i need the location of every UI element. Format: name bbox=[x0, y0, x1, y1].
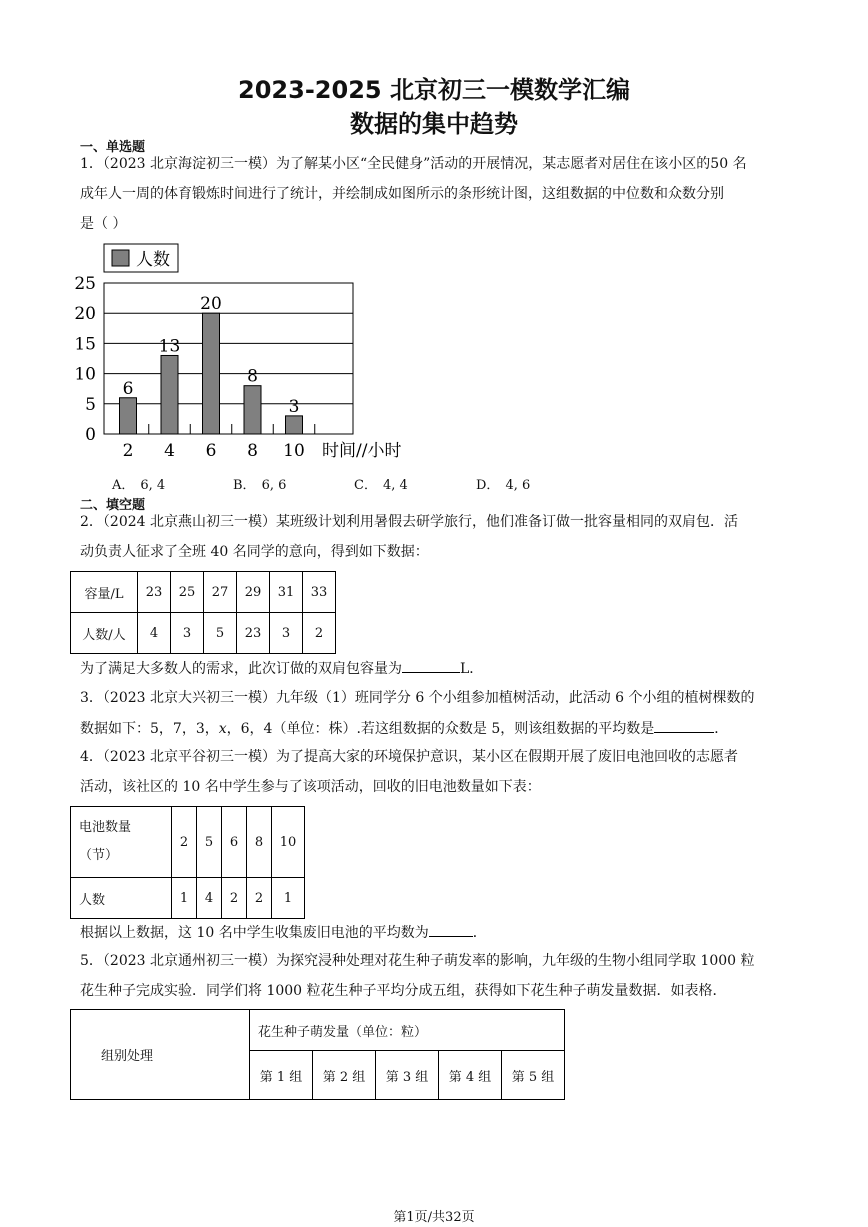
q1-option-d: D． 4, 6 bbox=[476, 478, 531, 493]
q2-table-cell: 4 bbox=[138, 613, 171, 654]
q5-table-corner: 组别处理 bbox=[71, 1010, 250, 1100]
chart-y-tick-label: 15 bbox=[74, 334, 96, 355]
q4-answer-blank[interactable] bbox=[429, 922, 473, 937]
q1-line3: 是（ ） bbox=[80, 216, 127, 232]
q2-line1: 2．（2024 北京燕山初三一模）某班级计划利用暑假去研学旅行，他们准备订做一批容量相同的双肩包．活 bbox=[80, 514, 738, 530]
q4-table-header-count: 人数 bbox=[71, 878, 172, 919]
q2-table-cell: 29 bbox=[237, 572, 270, 613]
q2-table-cell: 3 bbox=[171, 613, 204, 654]
q5-table-group-header: 第 5 组 bbox=[502, 1051, 565, 1100]
q1-line2: 成年人一周的体育锻炼时间进行了统计，并绘制成如图所示的条形统计图，这组数据的中位数和众数分别 bbox=[80, 186, 724, 202]
q2-table-cell: 5 bbox=[204, 613, 237, 654]
q4-table-cell: 6 bbox=[222, 807, 247, 878]
section-heading-fill-blank: 二、填空题 bbox=[80, 498, 146, 513]
q2-table-cell: 3 bbox=[270, 613, 303, 654]
q3-answer-blank[interactable] bbox=[654, 718, 714, 733]
chart-data-label: 20 bbox=[200, 294, 222, 315]
q5-table-top-header: 花生种子萌发量（单位：粒） bbox=[250, 1010, 565, 1051]
chart-y-tick-label: 5 bbox=[85, 394, 96, 415]
q2-table-header-count: 人数/人 bbox=[71, 613, 138, 654]
q1-option-c: C． 4, 4 bbox=[354, 478, 408, 493]
q4-answer-line: 根据以上数据，这 10 名中学生收集废旧电池的平均数为 ． bbox=[80, 922, 487, 943]
chart-bar bbox=[120, 398, 137, 434]
page-number: 第1页/共32页 bbox=[393, 1210, 475, 1225]
chart-data-label: 8 bbox=[247, 366, 258, 387]
q1-option-b: B． 6, 6 bbox=[233, 478, 287, 493]
q3-variable-x: x bbox=[218, 721, 227, 737]
q4-line1: 4．（2023 北京平谷初三一模）为了提高大家的环境保护意识，某小区在假期开展了废旧电池回收的志愿者 bbox=[80, 749, 738, 765]
chart-legend-label: 人数 bbox=[136, 250, 170, 270]
chart-y-tick-label: 25 bbox=[74, 274, 96, 294]
q5-line1: 5．（2023 北京通州初三一模）为探究浸种处理对花生种子萌发率的影响，九年级的生物小组同学取 1000 粒 bbox=[80, 953, 755, 969]
chart-x-tick-label: 8 bbox=[247, 441, 258, 461]
q4-table-header-battery: 电池数量 （节） bbox=[71, 807, 172, 878]
chart-data-label: 3 bbox=[288, 396, 300, 417]
q2-table-cell: 25 bbox=[171, 572, 204, 613]
q2-table-cell: 23 bbox=[138, 572, 171, 613]
chart-data-label: 13 bbox=[158, 336, 181, 357]
chart-y-tick-label: 10 bbox=[74, 364, 96, 385]
chart-y-tick-label: 0 bbox=[85, 425, 96, 445]
q2-table-header-capacity: 容量/L bbox=[71, 572, 138, 613]
chart-x-axis-label: 时间//小时 bbox=[322, 441, 402, 461]
q4-line2: 活动，该社区的 10 名中学生参与了该项活动，回收的旧电池数量如下表： bbox=[80, 779, 541, 795]
q5-table-group-header: 第 3 组 bbox=[376, 1051, 439, 1100]
q2-table-cell: 33 bbox=[303, 572, 336, 613]
chart-bar bbox=[286, 416, 303, 434]
q4-table-cell: 1 bbox=[272, 878, 305, 919]
bar-chart bbox=[70, 238, 410, 466]
chart-x-tick-label: 4 bbox=[164, 441, 175, 461]
q5-table-group-header: 第 2 组 bbox=[313, 1051, 376, 1100]
q4-table-cell: 2 bbox=[172, 807, 197, 878]
q4-table-cell: 1 bbox=[172, 878, 197, 919]
document-title: 2023-2025 北京初三一模数学汇编 bbox=[238, 76, 630, 104]
q3-line2: 数据如下：5，7，3，x，6，4（单位：株）.若这组数据的众数是 5，则该组数据的平均数是 ． bbox=[80, 718, 728, 739]
chart-bar bbox=[244, 386, 261, 434]
chart-bar bbox=[203, 313, 220, 434]
q5-line2: 花生种子完成实验．同学们将 1000 粒花生种子平均分成五组，获得如下花生种子萌发量数据．如表格． bbox=[80, 983, 727, 999]
chart-x-tick-label: 2 bbox=[122, 441, 134, 461]
chart-x-tick-label: 6 bbox=[205, 441, 217, 461]
chart-data-label: 6 bbox=[122, 378, 134, 399]
q2-table-cell: 23 bbox=[237, 613, 270, 654]
q4-table-cell: 2 bbox=[247, 878, 272, 919]
q5-germination-table bbox=[70, 1009, 565, 1100]
q4-table-cell: 2 bbox=[222, 878, 247, 919]
q4-table-cell: 4 bbox=[197, 878, 222, 919]
q2-answer-line: 为了满足大多数人的需求，此次订做的双肩包容量为 L． bbox=[80, 658, 483, 679]
chart-y-tick-label: 20 bbox=[74, 304, 96, 325]
q4-table-cell: 5 bbox=[197, 807, 222, 878]
q2-table-cell: 27 bbox=[204, 572, 237, 613]
q2-table-cell: 31 bbox=[270, 572, 303, 613]
q5-table-group-header: 第 4 组 bbox=[439, 1051, 502, 1100]
q4-table-cell: 8 bbox=[247, 807, 272, 878]
q2-line2: 动负责人征求了全班 40 名同学的意向，得到如下数据： bbox=[80, 544, 429, 560]
q2-capacity-table bbox=[70, 571, 336, 654]
q5-table-group-header: 第 1 组 bbox=[250, 1051, 313, 1100]
chart-bar bbox=[161, 355, 178, 434]
q4-table-cell: 10 bbox=[272, 807, 305, 878]
section-heading-single-choice: 一、单选题 bbox=[80, 140, 146, 155]
q1-option-a: A． 6, 4 bbox=[112, 478, 166, 493]
q2-answer-blank[interactable] bbox=[402, 658, 460, 673]
chart-plot-area bbox=[104, 283, 353, 434]
chart-x-tick-label: 10 bbox=[283, 441, 305, 461]
chart-legend-swatch bbox=[112, 250, 129, 266]
q1-line1: 1．（2023 北京海淀初三一模）为了解某小区“全民健身”活动的开展情况，某志愿者对居住在该小区的50 名 bbox=[80, 156, 747, 172]
q3-line1: 3．（2023 北京大兴初三一模）九年级（1）班同学分 6 个小组参加植树活动，此活动 6 个小组的植树棵数的 bbox=[80, 690, 755, 706]
document-subtitle: 数据的集中趋势 bbox=[350, 110, 518, 138]
q4-battery-table bbox=[70, 806, 305, 919]
q2-table-cell: 2 bbox=[303, 613, 336, 654]
